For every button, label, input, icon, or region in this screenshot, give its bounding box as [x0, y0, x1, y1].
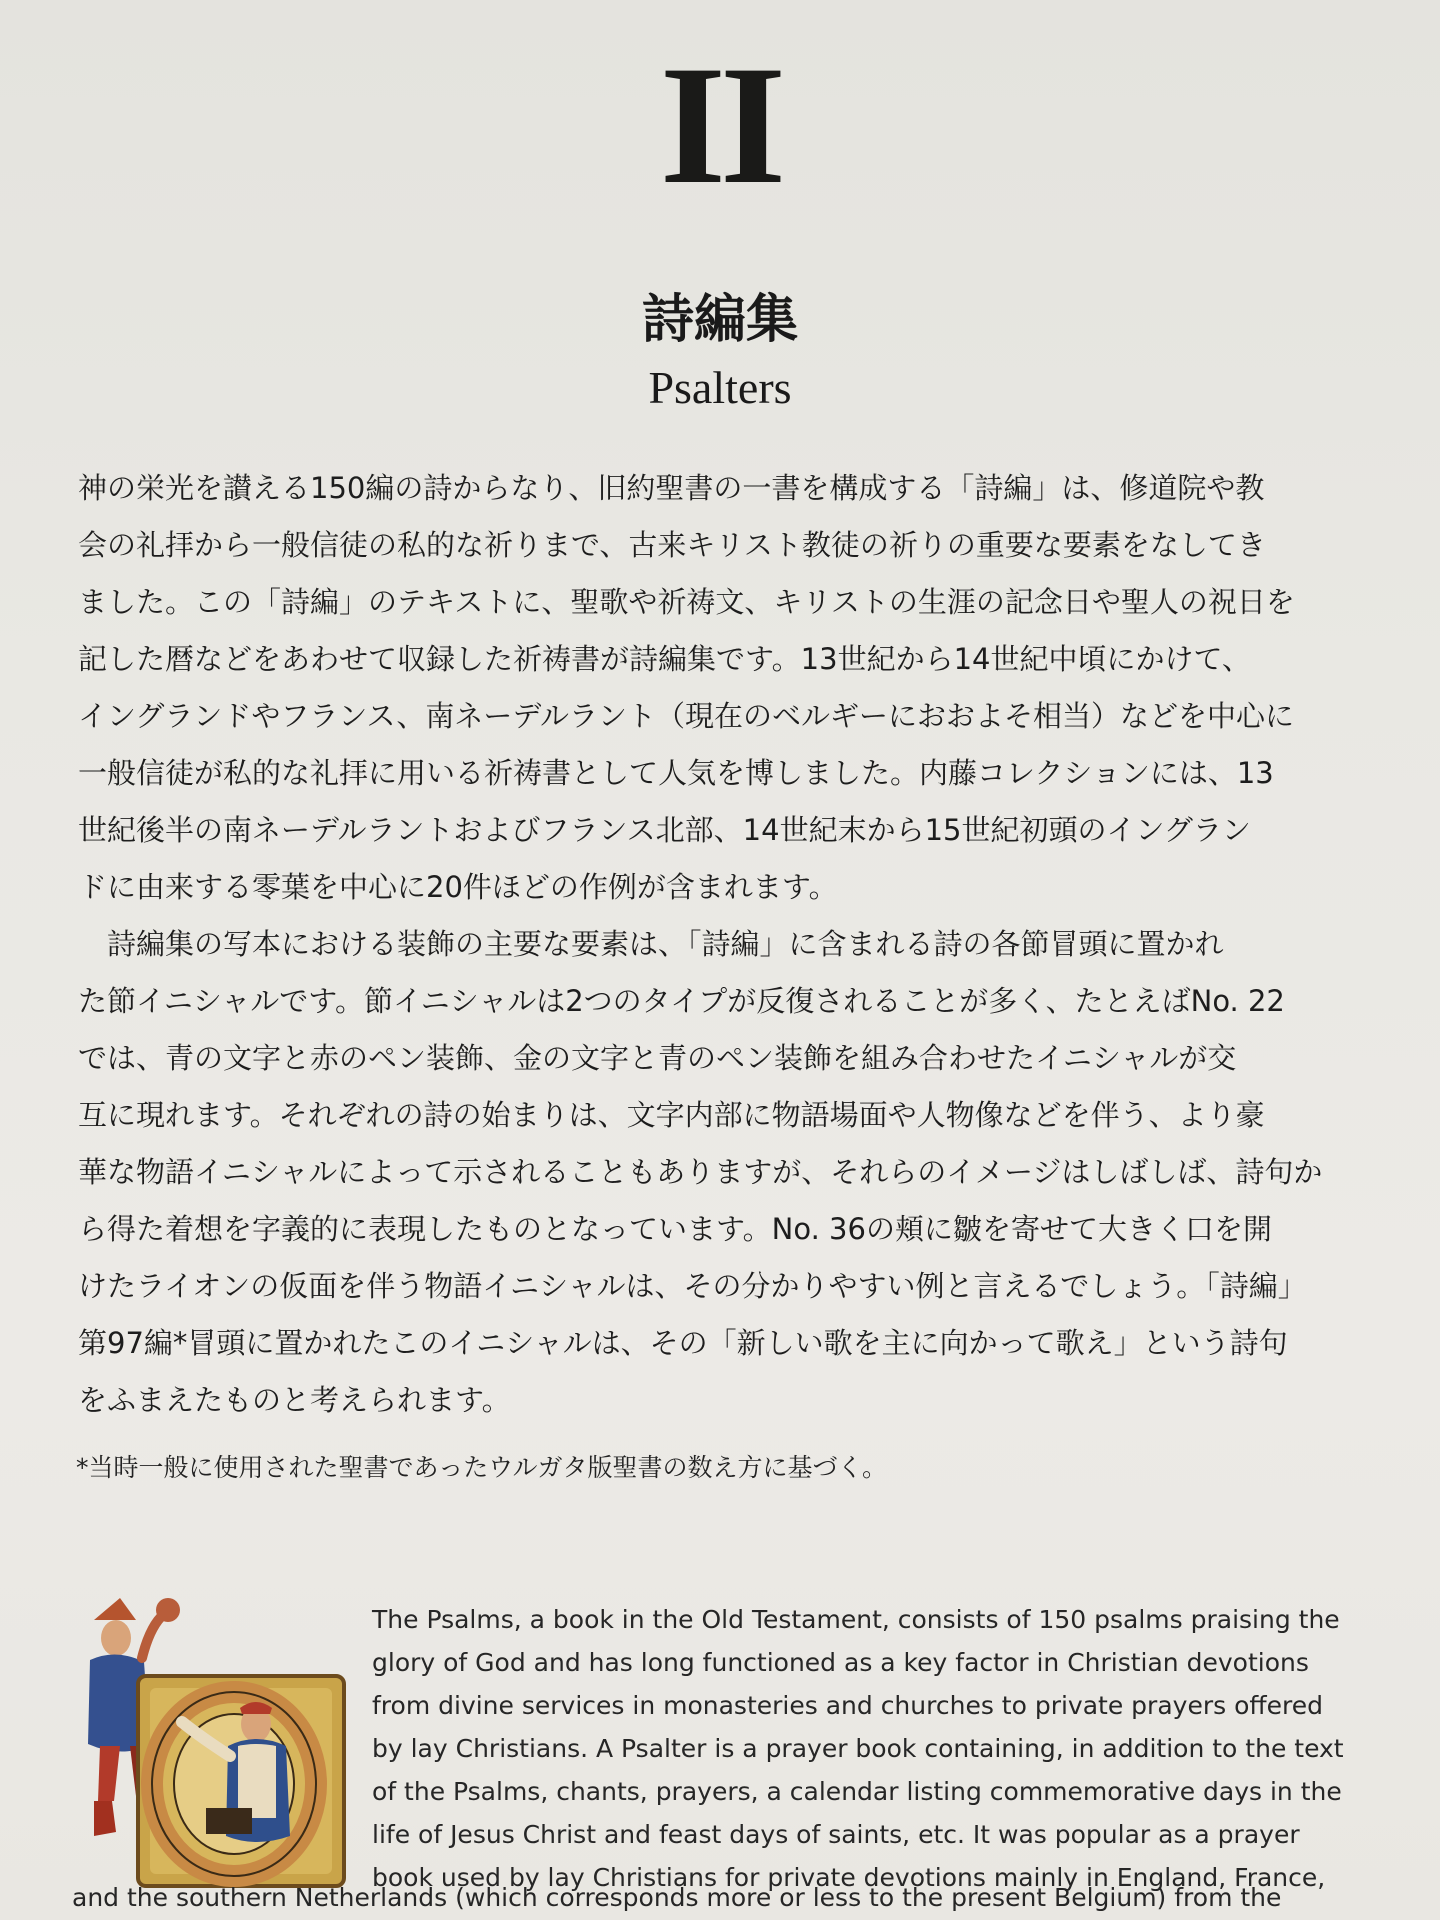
jp-line: ドに由来する零葉を中心に20件ほどの作例が含まれます。 — [78, 870, 838, 904]
english-body-text — [372, 1598, 1372, 1899]
jp-line: 一般信徒が私的な礼拝に用いる祈祷書として人気を博しました。内藤コレクションには、13 — [78, 756, 1274, 790]
jp-line: ら得た着想を字義的に表現したものとなっています。No. 36の頬に皺を寄せて大きく口を開 — [78, 1212, 1272, 1246]
en-line: of the Psalms, chants, prayers, a calendar listing commemorative days in the — [372, 1777, 1342, 1806]
illuminated-initial-image — [80, 1596, 350, 1890]
section-numeral: II — [659, 31, 781, 219]
en-line: from divine services in monasteries and churches to private prayers offered — [372, 1691, 1323, 1720]
jp-line: 記した暦などをあわせて収録した祈祷書が詩編集です。13世紀から14世紀中頃にかけて、 — [78, 642, 1251, 676]
jp-line: 第97編*冒頭に置かれたこのイニシャルは、その「新しい歌を主に向かって歌え」という詩句 — [78, 1326, 1288, 1360]
jp-line: 詩編集の写本における装飾の主要な要素は、「詩編」に含まれる詩の各節冒頭に置かれ — [78, 927, 1224, 961]
en-line: life of Jesus Christ and feast days of saints, etc. It was popular as a prayer — [372, 1820, 1300, 1849]
jp-line: た節イニシャルです。節イニシャルは2つのタイプが反復されることが多く、たとえばNo. 22 — [78, 984, 1285, 1018]
jp-line: 会の礼拝から一般信徒の私的な祈りまで、古来キリスト教徒の祈りの重要な要素をなしてき — [78, 528, 1266, 562]
jp-line: ました。この「詩編」のテキストに、聖歌や祈祷文、キリストの生涯の記念日や聖人の祝日を — [78, 585, 1295, 619]
jp-line: 神の栄光を讃える150編の詩からなり、旧約聖書の一書を構成する「詩編」は、修道院や教 — [78, 471, 1265, 505]
title-japanese: 詩編集 — [641, 289, 798, 350]
footnote: *当時一般に使用された聖書であったウルガタ版聖書の数え方に基づく。 — [76, 1453, 888, 1482]
illuminated-initial-svg — [80, 1596, 350, 1890]
jp-line: 世紀後半の南ネーデルラントおよびフランス北部、14世紀末から15世紀初頭のイングラン — [78, 813, 1251, 847]
jp-line: をふまえたものと考えられます。 — [78, 1383, 511, 1417]
english-last-line: and the southern Netherlands (which corresponds more or less to the present Belgium) from the — [72, 1883, 1282, 1912]
jp-line: 互に現れます。それぞれの詩の始まりは、文字内部に物語場面や人物像などを伴う、より豪 — [78, 1098, 1265, 1132]
jp-line: イングランドやフランス、南ネーデルラント（現在のベルギーにおおよそ相当）などを中心に — [78, 699, 1294, 733]
en-line: book used by lay Christians for private devotions mainly in England, France, — [372, 1863, 1326, 1892]
en-line: The Psalms, a book in the Old Testament, consists of 150 psalms praising the — [372, 1605, 1340, 1634]
en-line: by lay Christians. A Psalter is a prayer book containing, in addition to the text — [372, 1734, 1344, 1763]
jp-line: では、青の文字と赤のペン装飾、金の文字と青のペン装飾を組み合わせたイニシャルが交 — [78, 1041, 1237, 1075]
jp-line: けたライオンの仮面を伴う物語イニシャルは、その分かりやすい例と言えるでしょう。「詩編」 — [78, 1269, 1307, 1303]
jp-line: 華な物語イニシャルによって示されることもありますが、それらのイメージはしばしば、詩句か — [78, 1155, 1323, 1189]
japanese-body-text — [78, 460, 1366, 1429]
en-line: glory of God and has long functioned as a key factor in Christian devotions — [372, 1648, 1309, 1677]
title-english: Psalters — [648, 362, 792, 413]
